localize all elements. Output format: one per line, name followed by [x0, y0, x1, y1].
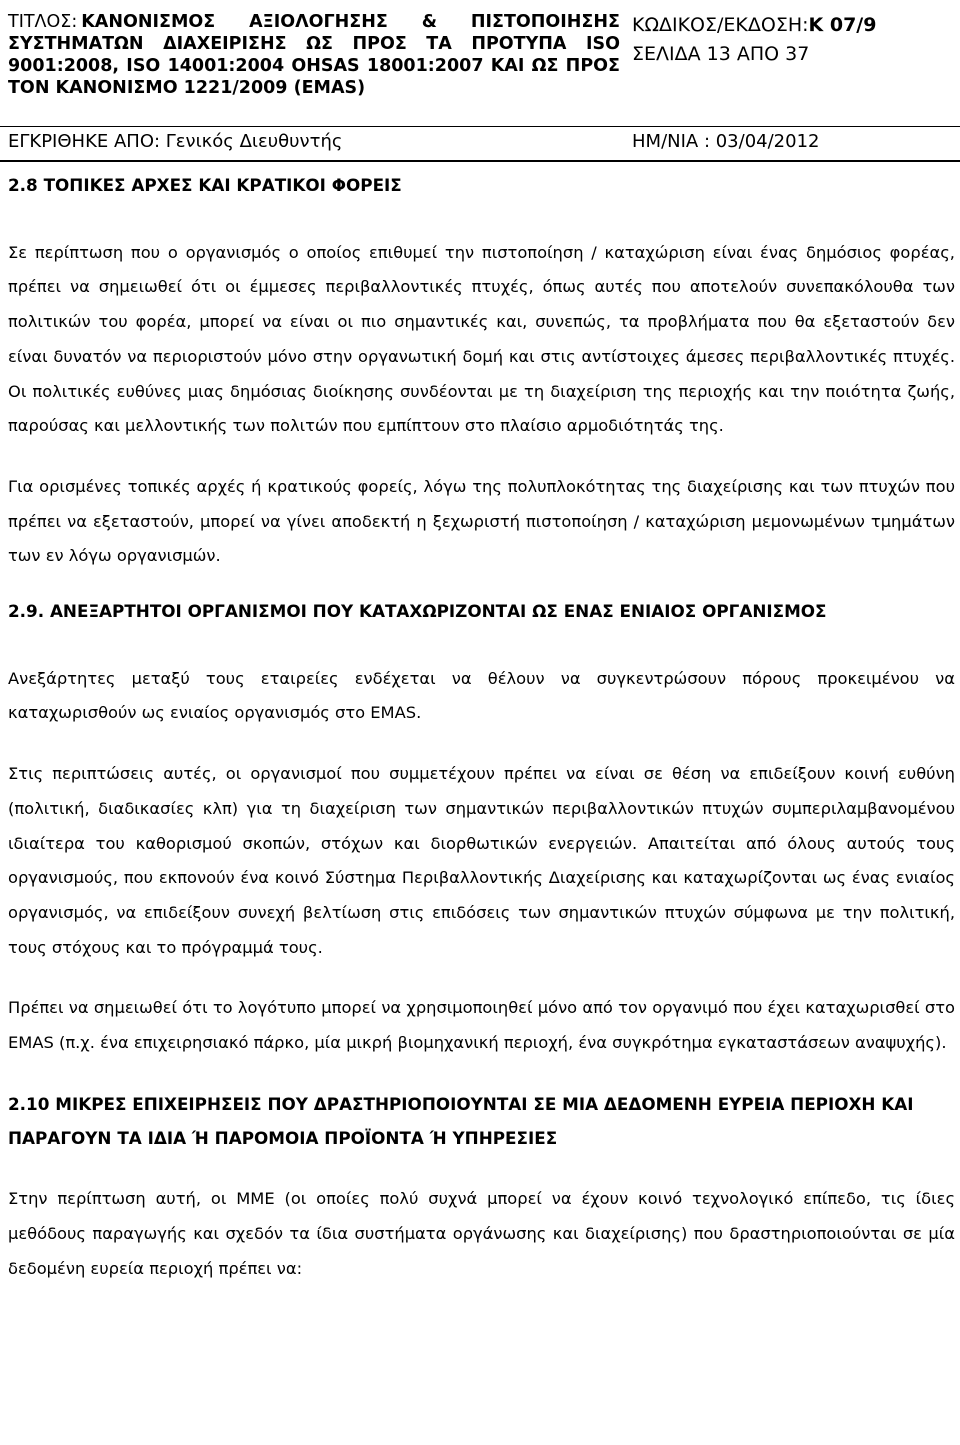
title-label: ΤΙΤΛΟΣ: — [8, 12, 78, 32]
paragraph: Στην περίπτωση αυτή, οι ΜΜΕ (οι οποίες πολύ συχνά μπορεί να έχουν κοινό τεχνολογικό επίπεδο, τις ίδιες μεθόδους παραγωγής και σχεδόν τα ίδια συστήματα οργάνωσης και διαχείρισης) που δραστηριοποιούνται σε μία δεδομένη ευρεία περιοχή πρέπει να: — [8, 1189, 955, 1278]
header-meta-block — [632, 11, 952, 69]
section-heading-2-9: 2.9. ΑΝΕΞΑΡΤΗΤΟΙ ΟΡΓΑΝΙΣΜΟΙ ΠΟΥ ΚΑΤΑΧΩΡΙΖΟΝΤΑΙ ΩΣ ΕΝΑΣ ΕΝΙΑΙΟΣ ΟΡΓΑΝΙΣΜΟΣ — [8, 601, 827, 622]
header-title-block — [8, 11, 620, 99]
approved-by: ΕΓΚΡΙΘΗΚΕ ΑΠΟ: Γενικός Διευθυντής — [8, 131, 343, 152]
paragraph: Στις περιπτώσεις αυτές, οι οργανισμοί που συμμετέχουν πρέπει να είναι σε θέση να επιδείξουν κοινή ευθύνη (πολιτική, διαδικασίες κλπ) για τη διαχείριση των σημαντικών περιβαλλοντικών πτυχών συμπεριλαμβανομένου ιδιαίτερα του καθορισμού σκοπών, στόχων και διορθωτικών ενεργειών. Απαιτείται από όλους αυτούς τους οργανισμούς, που εκπονούν ένα κοινό Σύστημα Περιβαλλοντικής Διαχείρισης και καταχωρίζονται ως ένας ενιαίος οργανισμός, να επιδείξουν συνεχή βελτίωση στις επιδόσεις των σημαντικών πτυχών σύμφωνα με την πολιτική, τους στόχους και το πρόγραμμά τους. — [8, 764, 955, 957]
page-number: ΣΕΛΙΔΑ 13 ΑΠΟ 37 — [632, 43, 810, 65]
paragraph: Ανεξάρτητες μεταξύ τους εταιρείες ενδέχεται να θέλουν να συγκεντρώσουν πόρους προκειμένου να καταχωρισθούν ως ενιαίος οργανισμός στο EMAS. — [8, 668, 955, 723]
paragraph: Για ορισμένες τοπικές αρχές ή κρατικούς φορείς, λόγω της πολυπλοκότητας της διαχείρισης και των πτυχών που πρέπει να εξεταστούν, μπορεί να γίνει αποδεκτή η ξεχωριστή πιστοποίηση / καταχώριση μεμονωμένων τμημάτων των εν λόγω οργανισμών. — [8, 476, 955, 566]
code-label: ΚΩΔΙΚΟΣ/ΕΚΔΟΣΗ: — [632, 14, 809, 36]
code-line — [632, 11, 952, 40]
paragraph: Σε περίπτωση που ο οργανισμός ο οποίος επιθυμεί την πιστοποίηση / καταχώριση είναι ένας δημόσιος φορέας, πρέπει να σημειωθεί ότι οι έμμεσες περιβαλλοντικές πτυχές, όπως αυτές που αποτελούν συνεπακόλουθα των πολιτικών του φορέα, μπορεί να είναι οι πιο σημαντικές και, συνεπώς, τα προβλήματα που θα εξεταστούν δεν είναι δυνατόν να περιοριστούν μόνο στην οργανωτική δομή και στις αντίστοιχες άμεσες περιβαλλοντικές πτυχές. Οι πολιτικές ευθύνες μιας δημόσιας διοίκησης συνδέονται με τη διαχείριση της περιοχής και την ποιότητα ζωής, παρούσας και μελλοντικής των πολιτών που εμπίπτουν στο πλαίσιο αρμοδιότητάς της. — [8, 242, 955, 436]
code-value: Κ 07/9 — [808, 14, 877, 36]
approval-date: ΗΜ/ΝΙΑ : 03/04/2012 — [632, 131, 820, 152]
document-header — [0, 0, 960, 162]
document-title: ΚΑΝΟΝΙΣΜΟΣ ΑΞΙΟΛΟΓΗΣΗΣ & ΠΙΣΤΟΠΟΙΗΣΗΣ ΣΥΣΤΗΜΑΤΩΝ ΔΙΑΧΕΙΡΙΣΗΣ ΩΣ ΠΡΟΣ ΤΑ ΠΡΟΤΥΠΑ ISO 9001:2008, ISO 14001:2004 OHSAS 18001:2007 ΚΑΙ ΩΣ ΠΡΟΣ ΤΟΝ ΚΑΝΟΝΙΣΜΟ 1221/2009 (EMAS) — [8, 12, 620, 98]
section-heading-2-8: 2.8 ΤΟΠΙΚΕΣ ΑΡΧΕΣ ΚΑΙ ΚΡΑΤΙΚΟΙ ΦΟΡΕΙΣ — [8, 175, 402, 195]
paragraph: Πρέπει να σημειωθεί ότι το λογότυπο μπορεί να χρησιμοποιηθεί μόνο από τον οργανιμό που έχει καταχωρισθεί στο EMAS (π.χ. ένα επιχειρησιακό πάρκο, μία μικρή βιομηχανική περιοχή, ένα συγκρότημα εγκαταστάσεων αναψυχής). — [8, 998, 955, 1053]
section-heading-2-10: 2.10 ΜΙΚΡΕΣ ΕΠΙΧΕΙΡΗΣΕΙΣ ΠΟΥ ΔΡΑΣΤΗΡΙΟΠΟΙΟΥΝΤΑΙ ΣΕ ΜΙΑ ΔΕΔΟΜΕΝΗ ΕΥΡΕΙΑ ΠΕΡΙΟΧΗ ΚΑΙ ΠΑΡΑΓΟΥΝ ΤΑ ΙΔΙΑ Ή ΠΑΡΟΜΟΙΑ ΠΡΟΪΟΝΤΑ Ή ΥΠΗΡΕΣΙΕΣ — [8, 1093, 914, 1149]
document-body — [8, 168, 955, 1286]
approval-row — [0, 126, 960, 157]
